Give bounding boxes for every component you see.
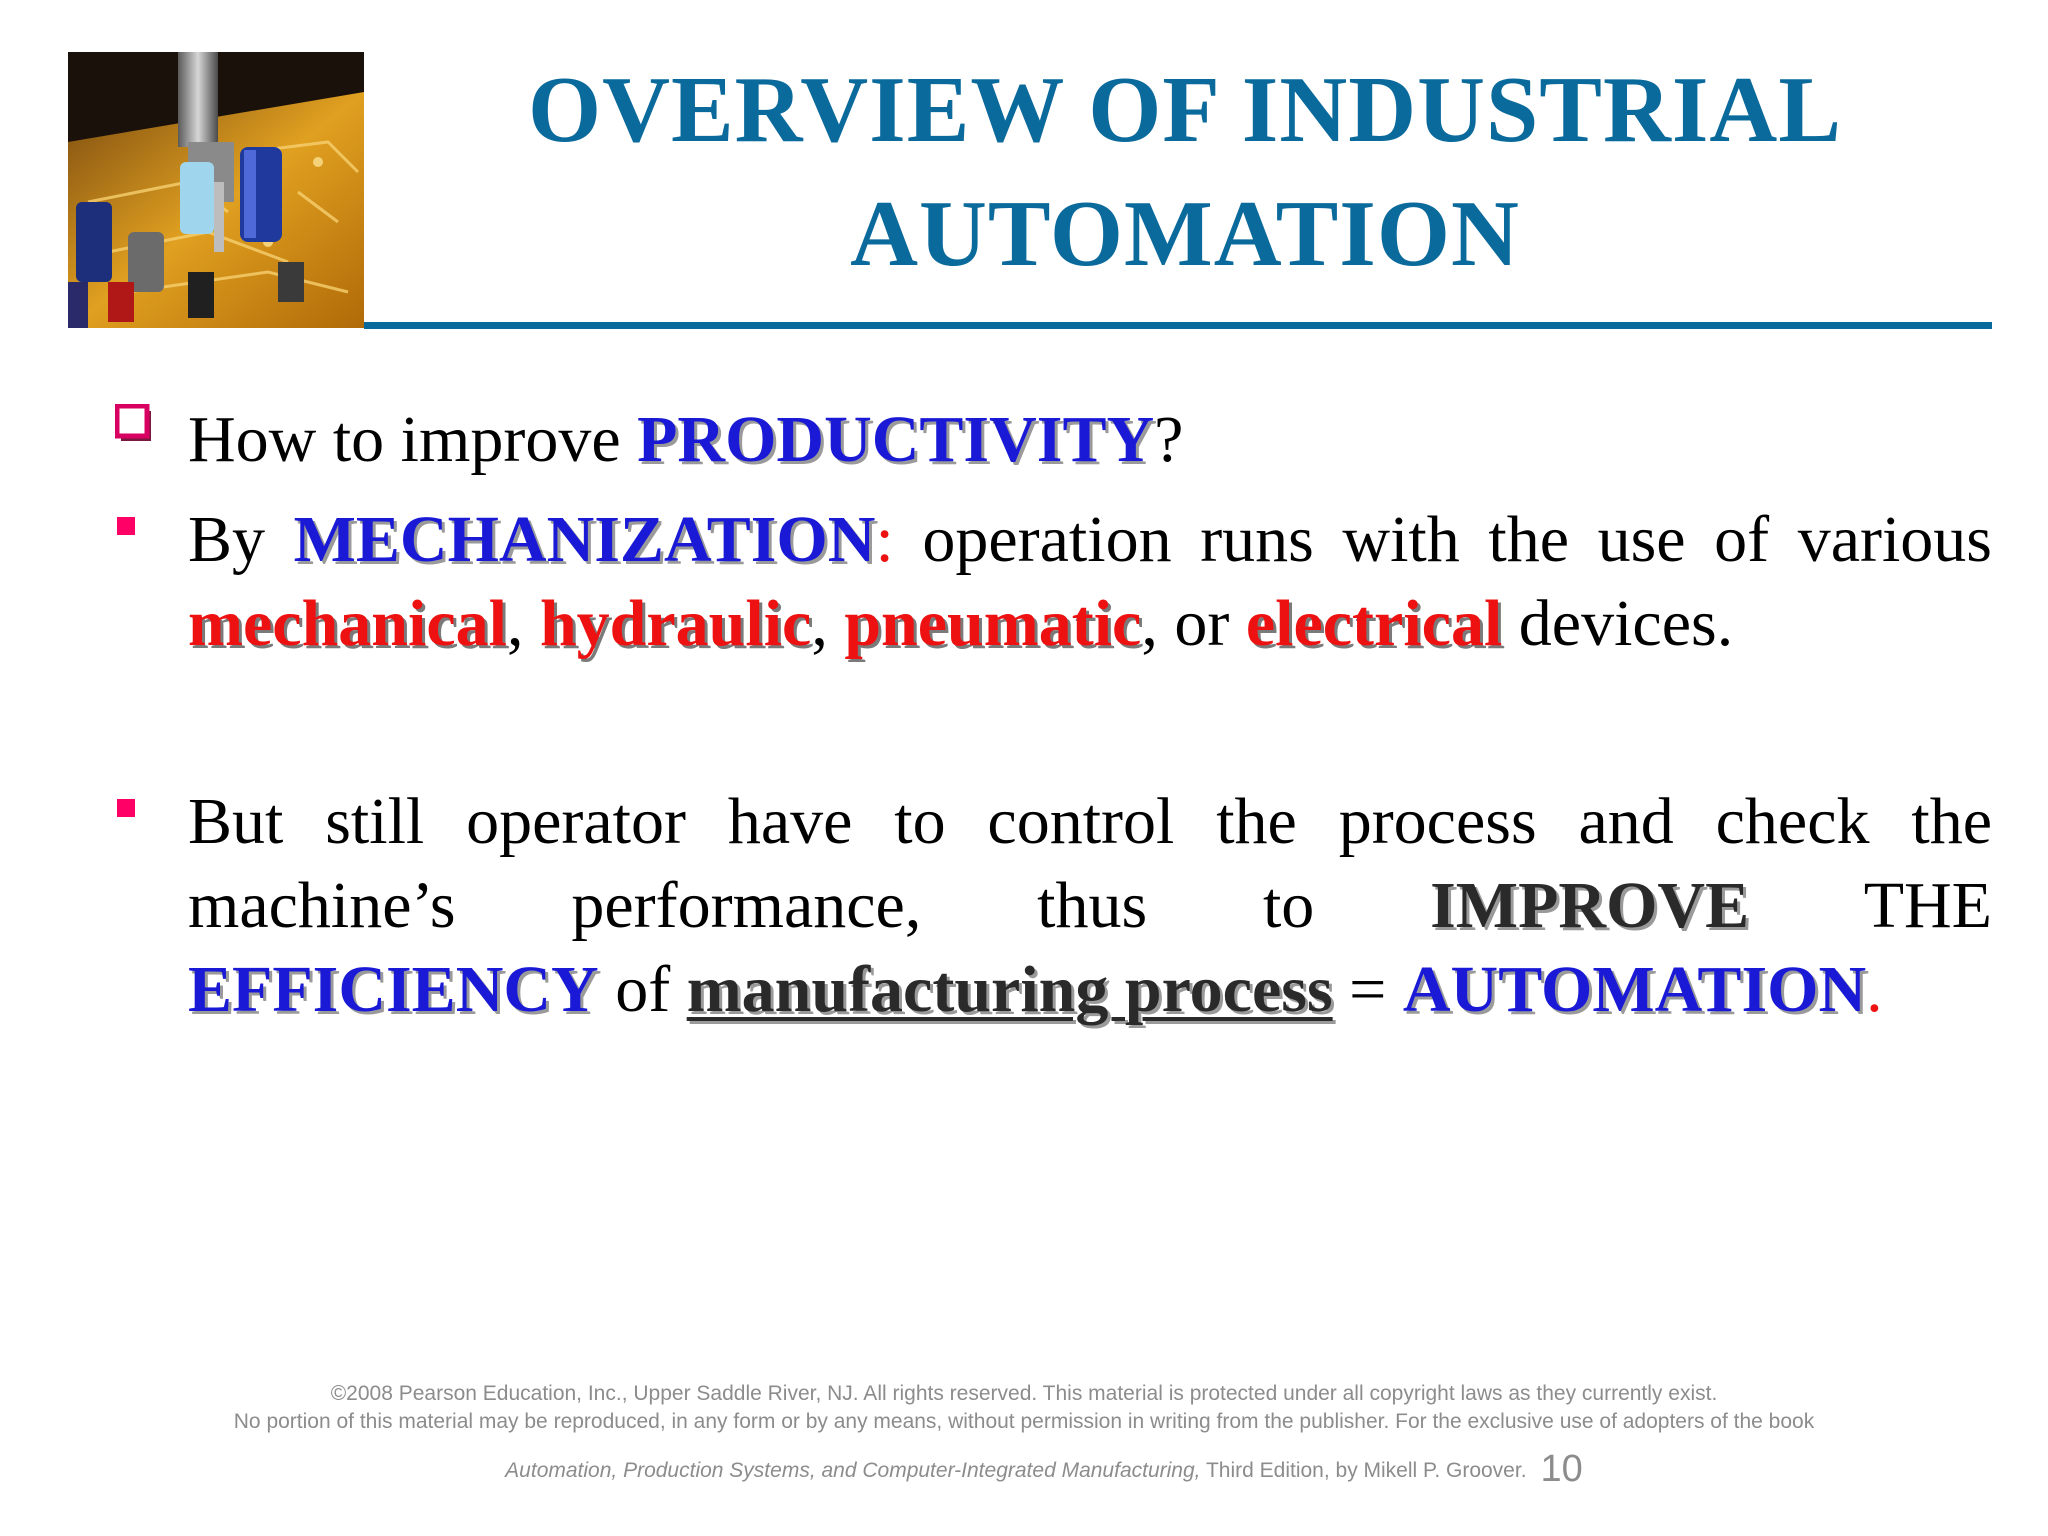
page-number: 10 xyxy=(1540,1448,1583,1490)
circuit-board-illustration xyxy=(68,52,364,328)
bullet3-line-3 xyxy=(188,948,1992,1032)
bullet2-colon: : xyxy=(875,503,894,576)
copyright-line-2: No portion of this material may be reproduced, in any form or by any means, without permission in writing from the publisher. For the exclusive use of adopters of the book xyxy=(233,1410,1815,1433)
keyword-electrical: electrical xyxy=(1245,587,1503,660)
keyword-manufacturing-process: manufacturing process xyxy=(686,953,1333,1026)
keyword-mechanization: MECHANIZATION xyxy=(293,503,876,576)
keyword-pneumatic: pneumatic xyxy=(844,587,1142,660)
keyword-mechanical: mechanical xyxy=(188,587,507,660)
keyword-efficiency: EFFICIENCY xyxy=(188,953,599,1026)
bullet3-line-2 xyxy=(188,864,1992,948)
bullet2-end: devices. xyxy=(1502,587,1734,660)
bullet2-rest: operation runs with the use of various xyxy=(893,503,1992,576)
bullet2-sep3: , or xyxy=(1141,587,1246,660)
bullet2-sep1: , xyxy=(506,587,540,660)
title-divider xyxy=(364,322,1992,329)
copyright-line-1: ©2008 Pearson Education, Inc., Upper Saddle River, NJ. All rights reserved. This material is protected under all copyright laws as they currently exist. xyxy=(330,1382,1718,1405)
bullet3-eq: = xyxy=(1332,953,1403,1026)
bullet3-of: of xyxy=(598,953,687,1026)
keyword-improve: IMPROVE xyxy=(1430,869,1750,942)
bullet3-line2-post: THE xyxy=(1749,869,1992,942)
slide-title xyxy=(420,48,1950,296)
copyright-footer xyxy=(0,1380,2048,1436)
bullet2-line-1 xyxy=(188,498,1992,582)
keyword-productivity: PRODUCTIVITY xyxy=(637,403,1155,476)
bullet1-post: ? xyxy=(1154,403,1184,476)
bullet3-line2-pre: machine’s performance, thus to xyxy=(188,869,1431,942)
keyword-automation: AUTOMATION xyxy=(1402,953,1867,1026)
title-line-1: OVERVIEW OF INDUSTRIAL xyxy=(527,58,1843,162)
keyword-hydraulic: hydraulic xyxy=(539,587,812,660)
bullet3-dot: . xyxy=(1866,953,1883,1026)
circuit-board-image xyxy=(68,52,364,328)
bullet-mechanization xyxy=(188,498,1992,666)
bullet2-pre: By xyxy=(188,503,294,576)
square-bullet-icon xyxy=(117,517,135,535)
book-citation xyxy=(0,1448,2048,1490)
bullet2-line-2 xyxy=(188,582,1992,666)
bullet3-line-1: But still operator have to control the process and check the xyxy=(188,785,1992,858)
bullet2-sep2: , xyxy=(811,587,845,660)
hollow-square-bullet-icon xyxy=(115,404,153,442)
book-edition: Third Edition, by Mikell P. Groover. xyxy=(1200,1459,1527,1482)
book-title: Automation, Production Systems, and Computer-Integrated Manufacturing, xyxy=(505,1459,1201,1482)
square-bullet-icon xyxy=(117,799,135,817)
bullet-productivity xyxy=(188,398,1992,482)
bullet1-pre: How to improve xyxy=(188,403,638,476)
bullet-automation xyxy=(188,780,1992,1032)
title-line-2: AUTOMATION xyxy=(850,182,1520,286)
